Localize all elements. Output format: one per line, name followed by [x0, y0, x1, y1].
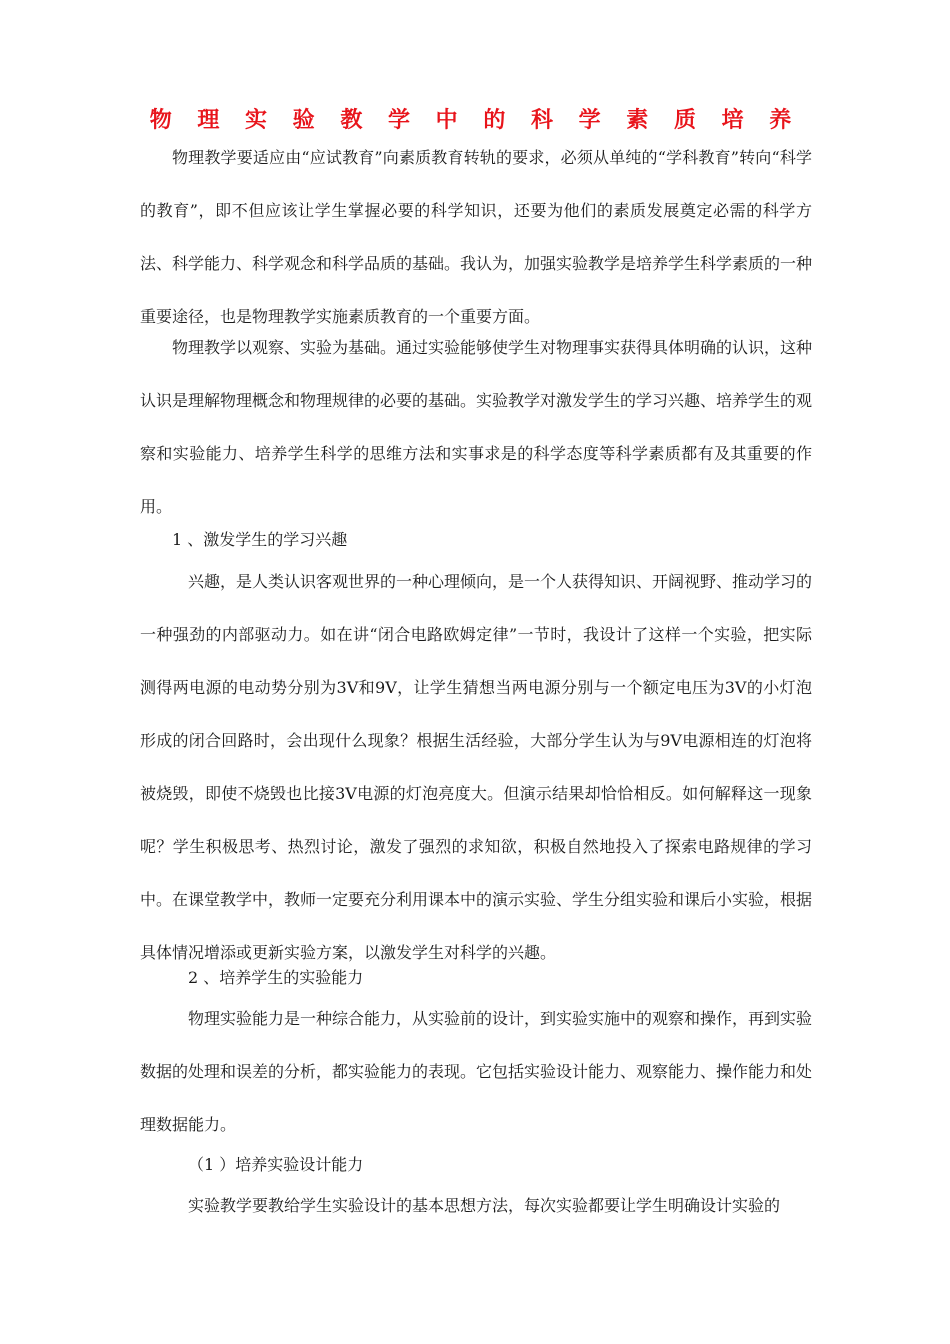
section-heading-1: 1 、激发学生的学习兴趣	[172, 530, 348, 549]
document-title: 物 理 实 验 教 学 中 的 科 学 素 质 培 养	[149, 107, 801, 133]
paragraph-experiment-ability: 物理实验能力是一种综合能力，从实验前的设计，到实验实施中的观察和操作，再到实验数据的处理和误差的分析，都实验能力的表现。它包括实验设计能力、观察能力、操作能力和处理数据能力。	[140, 1009, 813, 1134]
subsection-heading-1: （1 ）培养实验设计能力	[188, 1155, 364, 1174]
paragraph-observation: 物理教学以观察、实验为基础。通过实验能够使学生对物理事实获得具体明确的认识，这种认识是理解物理概念和物理规律的必要的基础。实验教学对激发学生的学习兴趣、培养学生的观察和实验能力、培养学生科学的思维方法和实事求是的科学态度等科学素质都有及其重要的作用。	[140, 338, 813, 516]
paragraph-intro: 物理教学要适应由“应试教育”向素质教育转轨的要求，必须从单纯的“学科教育”转向“科学的教育”，即不但应该让学生掌握必要的科学知识，还要为他们的素质发展奠定必需的科学方法、科学能力、科学观念和科学品质的基础。我认为，加强实验教学是培养学生科学素质的一种重要途径，也是物理教学实施素质教育的一个重要方面。	[140, 148, 813, 326]
paragraph-interest: 兴趣，是人类认识客观世界的一种心理倾向，是一个人获得知识、开阔视野、推动学习的一种强劲的内部驱动力。如在讲“闭合电路欧姆定律”一节时，我设计了这样一个实验，把实际测得两电源的电动势分别为3V和9V，让学生猜想当两电源分别与一个额定电压为3V的小灯泡形成的闭合回路时，会出现什么现象？根据生活经验，大部分学生认为与9V电源相连的灯泡将被烧毁，即使不烧毁也比接3V电源的灯泡亮度大。但演示结果却恰恰相反。如何解释这一现象呢？学生积极思考、热烈讨论，激发了强烈的求知欲，积极自然地投入了探索电路规律的学习中。在课堂教学中，教师一定要充分利用课本中的演示实验、学生分组实验和课后小实验，根据具体情况增添或更新实验方案，以激发学生对科学的兴趣。	[140, 572, 813, 962]
paragraph-design-ability: 实验教学要教给学生实验设计的基本思想方法，每次实验都要让学生明确设计实验的	[188, 1196, 781, 1215]
section-heading-2: 2 、培养学生的实验能力	[188, 968, 364, 987]
